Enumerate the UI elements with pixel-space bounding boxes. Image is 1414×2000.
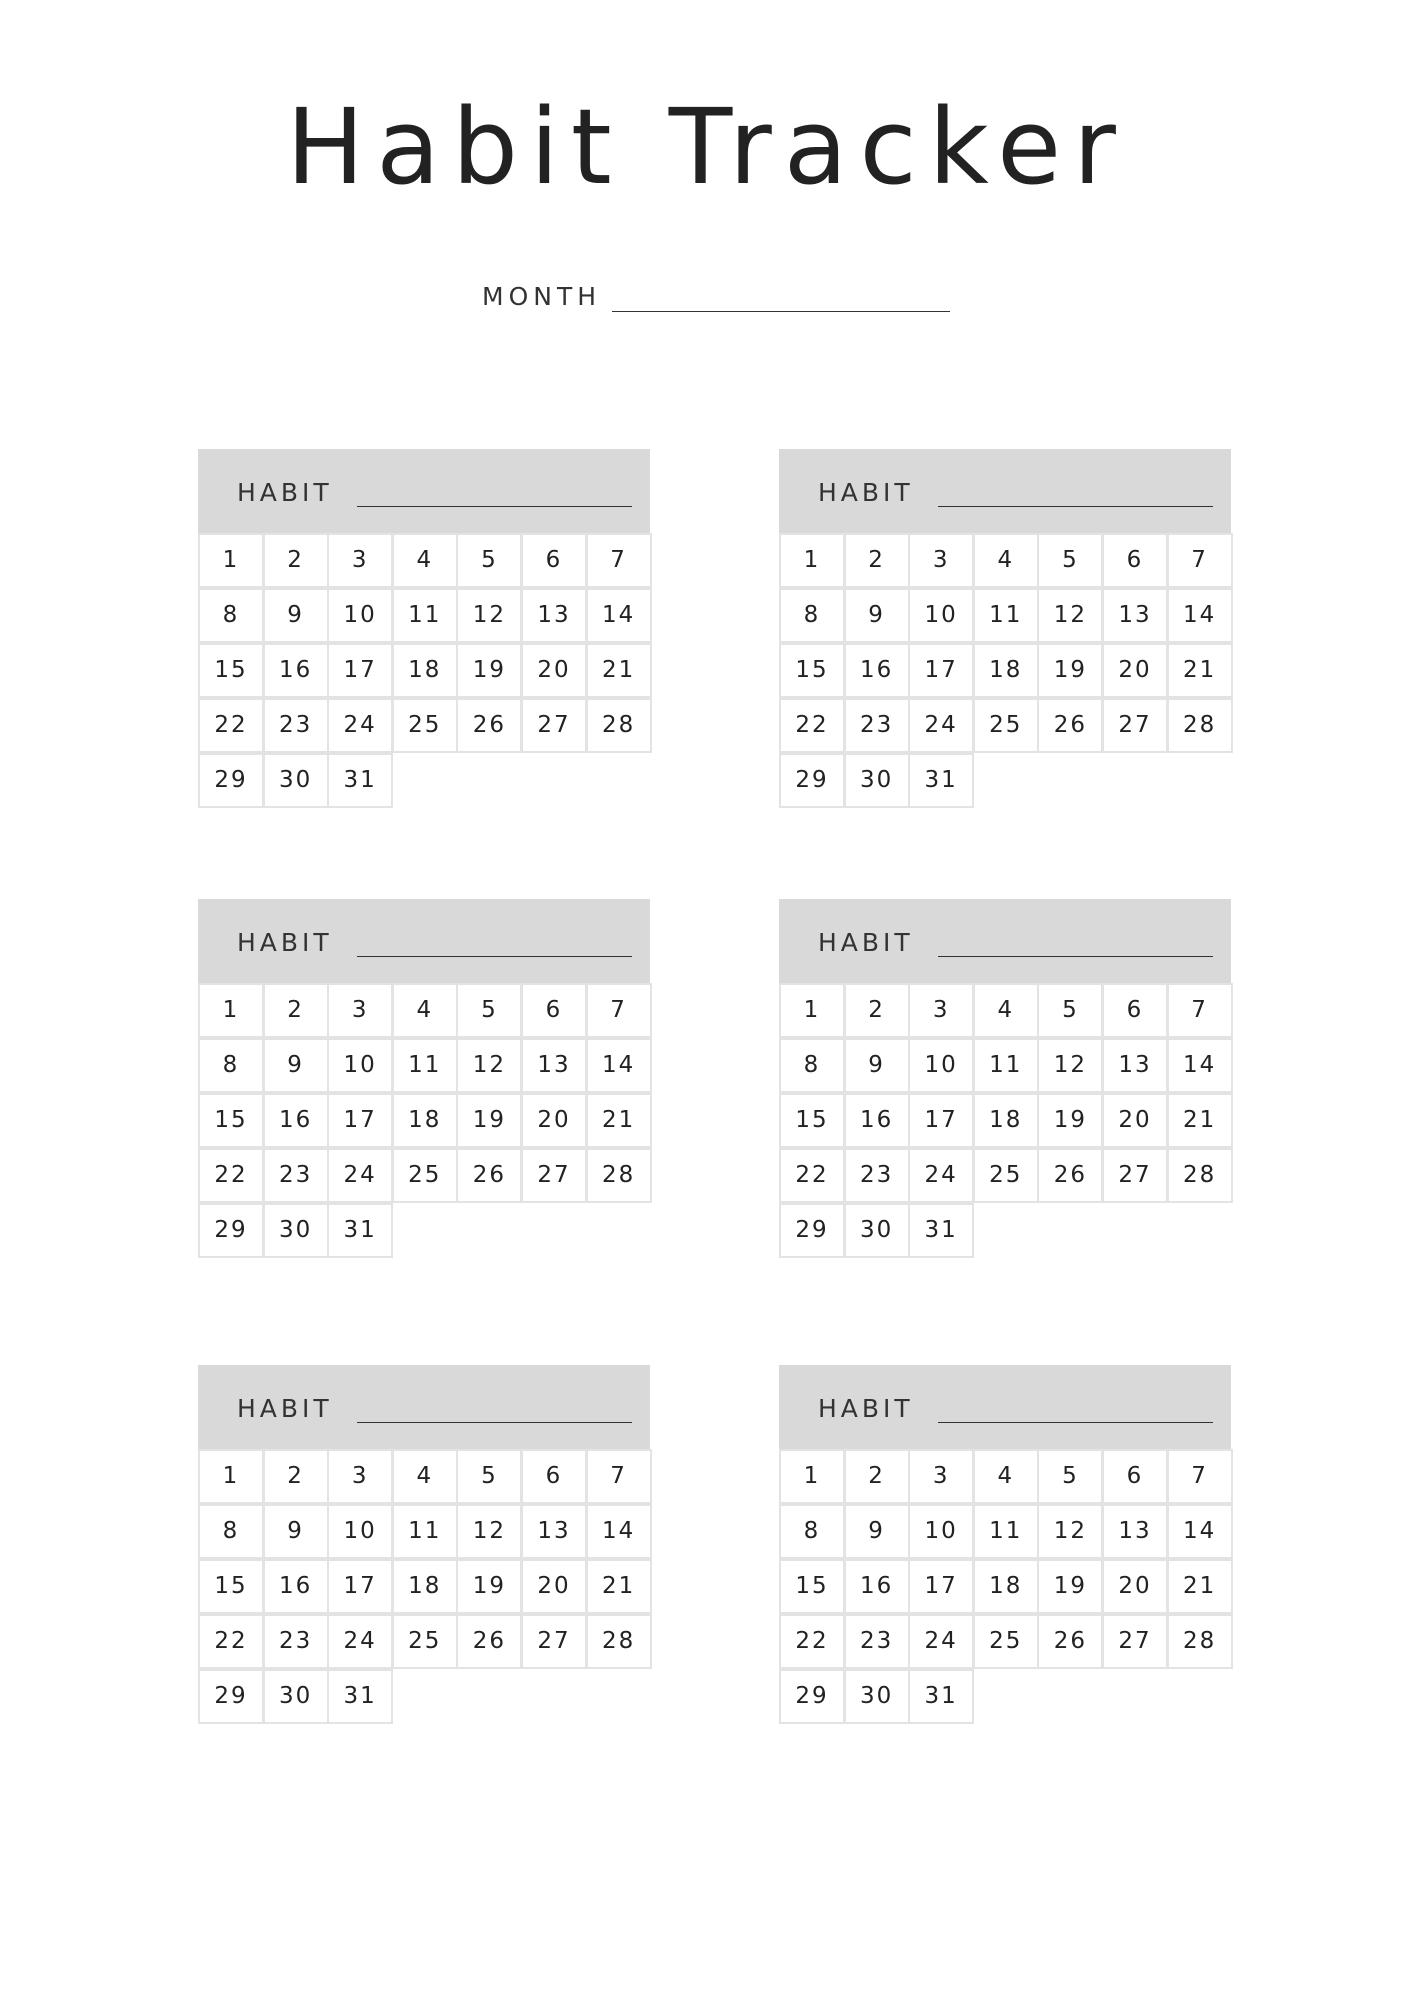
day-cell[interactable]: 1 (779, 1449, 845, 1504)
day-cell[interactable]: 8 (779, 1504, 845, 1559)
day-cell[interactable]: 11 (392, 588, 458, 643)
day-cell[interactable]: 18 (973, 643, 1039, 698)
day-cell[interactable]: 2 (844, 983, 910, 1038)
day-cell[interactable]: 14 (586, 1504, 652, 1559)
habit-name-line[interactable] (357, 1422, 632, 1423)
day-cell[interactable]: 5 (456, 533, 522, 588)
habit-header (198, 1365, 650, 1449)
day-cell[interactable]: 15 (198, 1559, 264, 1614)
day-cell[interactable]: 29 (779, 753, 845, 808)
habit-header (779, 1365, 1231, 1449)
day-cell[interactable]: 23 (844, 1614, 910, 1669)
habit-name-line[interactable] (357, 506, 632, 507)
day-cell[interactable]: 16 (263, 643, 329, 698)
day-cell[interactable]: 21 (586, 643, 652, 698)
day-cell[interactable]: 30 (263, 753, 329, 808)
day-cell[interactable]: 30 (844, 1669, 910, 1724)
day-cell[interactable]: 15 (198, 643, 264, 698)
month-write-line[interactable] (612, 311, 950, 312)
day-cell[interactable]: 1 (779, 983, 845, 1038)
day-cell[interactable]: 22 (198, 698, 264, 753)
day-cell[interactable]: 8 (198, 588, 264, 643)
day-cell[interactable]: 28 (586, 1614, 652, 1669)
day-cell[interactable]: 4 (392, 983, 458, 1038)
day-cell[interactable]: 6 (1102, 533, 1168, 588)
day-cell[interactable]: 19 (1037, 1559, 1103, 1614)
day-cell[interactable]: 11 (392, 1038, 458, 1093)
day-cell[interactable]: 22 (779, 698, 845, 753)
day-cell[interactable]: 19 (456, 643, 522, 698)
day-cell[interactable]: 24 (327, 698, 393, 753)
habit-label: HABIT (237, 928, 333, 957)
day-cell[interactable]: 9 (844, 588, 910, 643)
day-cell[interactable]: 20 (521, 643, 587, 698)
day-cell[interactable]: 21 (1167, 1093, 1233, 1148)
day-cell[interactable]: 10 (908, 588, 974, 643)
day-cell[interactable]: 27 (521, 698, 587, 753)
day-cell[interactable]: 16 (844, 1093, 910, 1148)
day-cell[interactable]: 3 (327, 1449, 393, 1504)
habit-label: HABIT (818, 478, 914, 507)
day-cell[interactable]: 7 (1167, 533, 1233, 588)
day-cell[interactable]: 28 (586, 698, 652, 753)
day-cell[interactable]: 3 (908, 1449, 974, 1504)
day-cell[interactable]: 24 (908, 1614, 974, 1669)
day-cell[interactable]: 26 (456, 1148, 522, 1203)
day-cell[interactable]: 31 (908, 1203, 974, 1258)
day-cell[interactable]: 17 (327, 1559, 393, 1614)
day-cell[interactable]: 18 (973, 1559, 1039, 1614)
day-cell[interactable]: 31 (908, 753, 974, 808)
day-cell[interactable]: 19 (456, 1093, 522, 1148)
day-cell[interactable]: 28 (1167, 1148, 1233, 1203)
day-cell[interactable]: 4 (392, 1449, 458, 1504)
day-cell[interactable]: 9 (844, 1038, 910, 1093)
day-cell[interactable]: 13 (1102, 1504, 1168, 1559)
day-cell[interactable]: 7 (1167, 1449, 1233, 1504)
day-cell[interactable]: 20 (521, 1559, 587, 1614)
day-cell[interactable]: 10 (908, 1504, 974, 1559)
habit-header (198, 449, 650, 533)
day-cell[interactable]: 22 (779, 1614, 845, 1669)
day-cell[interactable]: 4 (392, 533, 458, 588)
day-cell[interactable]: 6 (521, 533, 587, 588)
day-cell[interactable]: 7 (586, 533, 652, 588)
day-cell[interactable]: 17 (327, 643, 393, 698)
day-cell[interactable]: 18 (392, 643, 458, 698)
day-cell[interactable]: 31 (327, 1203, 393, 1258)
day-cell[interactable]: 20 (521, 1093, 587, 1148)
day-cell[interactable]: 12 (1037, 588, 1103, 643)
day-cell[interactable]: 21 (1167, 1559, 1233, 1614)
day-cell[interactable]: 16 (263, 1559, 329, 1614)
day-cell[interactable]: 25 (973, 698, 1039, 753)
day-cell[interactable]: 16 (263, 1093, 329, 1148)
day-cell[interactable]: 28 (1167, 698, 1233, 753)
day-cell[interactable]: 18 (973, 1093, 1039, 1148)
day-cell[interactable]: 29 (779, 1203, 845, 1258)
day-cell[interactable]: 2 (844, 533, 910, 588)
habit-label: HABIT (818, 1394, 914, 1423)
day-cell[interactable]: 30 (844, 1203, 910, 1258)
day-cell[interactable]: 13 (521, 1038, 587, 1093)
day-cell[interactable]: 7 (1167, 983, 1233, 1038)
day-cell[interactable]: 6 (1102, 983, 1168, 1038)
day-cell[interactable]: 14 (586, 1038, 652, 1093)
day-cell[interactable]: 5 (1037, 533, 1103, 588)
month-field (482, 280, 952, 320)
day-cell[interactable]: 23 (844, 1148, 910, 1203)
day-cell[interactable]: 13 (1102, 588, 1168, 643)
day-cell[interactable]: 20 (1102, 643, 1168, 698)
day-cell[interactable]: 1 (198, 533, 264, 588)
day-cell[interactable]: 23 (844, 698, 910, 753)
day-cell[interactable]: 8 (198, 1504, 264, 1559)
day-cell[interactable]: 14 (1167, 588, 1233, 643)
day-cell[interactable]: 19 (1037, 1093, 1103, 1148)
day-cell[interactable]: 5 (1037, 1449, 1103, 1504)
day-cell[interactable]: 18 (392, 1093, 458, 1148)
day-cell[interactable]: 24 (908, 1148, 974, 1203)
day-cell[interactable]: 21 (1167, 643, 1233, 698)
habit-label: HABIT (237, 478, 333, 507)
day-cell[interactable]: 27 (1102, 1148, 1168, 1203)
day-cell[interactable]: 26 (456, 1614, 522, 1669)
day-cell[interactable]: 25 (392, 1614, 458, 1669)
day-cell[interactable]: 11 (973, 588, 1039, 643)
day-cell[interactable]: 10 (327, 1504, 393, 1559)
day-cell[interactable]: 24 (327, 1614, 393, 1669)
day-cell[interactable]: 29 (198, 1669, 264, 1724)
day-cell[interactable]: 11 (973, 1504, 1039, 1559)
day-cell[interactable]: 7 (586, 983, 652, 1038)
day-cell[interactable]: 31 (327, 1669, 393, 1724)
day-cell[interactable]: 5 (456, 1449, 522, 1504)
day-cell[interactable]: 23 (263, 1614, 329, 1669)
day-cell[interactable]: 22 (779, 1148, 845, 1203)
day-cell[interactable]: 13 (1102, 1038, 1168, 1093)
day-cell[interactable]: 27 (521, 1148, 587, 1203)
day-cell[interactable]: 17 (908, 1093, 974, 1148)
day-cell[interactable]: 30 (263, 1669, 329, 1724)
day-cell[interactable]: 25 (973, 1148, 1039, 1203)
day-cell[interactable]: 21 (586, 1093, 652, 1148)
day-cell[interactable]: 6 (1102, 1449, 1168, 1504)
day-cell[interactable]: 13 (521, 1504, 587, 1559)
day-cell[interactable]: 10 (908, 1038, 974, 1093)
day-cell[interactable]: 25 (392, 1148, 458, 1203)
habit-label: HABIT (237, 1394, 333, 1423)
day-cell[interactable]: 6 (521, 983, 587, 1038)
day-cell[interactable]: 6 (521, 1449, 587, 1504)
day-cell[interactable]: 26 (1037, 698, 1103, 753)
day-cell[interactable]: 16 (844, 1559, 910, 1614)
day-cell[interactable]: 9 (263, 1504, 329, 1559)
day-cell[interactable]: 22 (198, 1614, 264, 1669)
day-cell[interactable]: 28 (1167, 1614, 1233, 1669)
day-cell[interactable]: 26 (1037, 1148, 1103, 1203)
day-cell[interactable]: 30 (844, 753, 910, 808)
day-cell[interactable]: 16 (844, 643, 910, 698)
day-cell[interactable]: 4 (973, 983, 1039, 1038)
day-cell[interactable]: 19 (1037, 643, 1103, 698)
day-cell[interactable]: 21 (586, 1559, 652, 1614)
day-cell[interactable]: 12 (456, 588, 522, 643)
day-cell[interactable]: 2 (844, 1449, 910, 1504)
day-cell[interactable]: 28 (586, 1148, 652, 1203)
day-cell[interactable]: 1 (198, 983, 264, 1038)
day-cell[interactable]: 10 (327, 1038, 393, 1093)
day-cell[interactable]: 18 (392, 1559, 458, 1614)
page-title: Habit Tracker (286, 86, 1128, 208)
habit-label: HABIT (818, 928, 914, 957)
day-cell[interactable]: 1 (198, 1449, 264, 1504)
day-cell[interactable]: 2 (263, 533, 329, 588)
day-cell[interactable]: 9 (844, 1504, 910, 1559)
day-cell[interactable]: 14 (586, 588, 652, 643)
day-cell[interactable]: 2 (263, 1449, 329, 1504)
day-cell[interactable]: 20 (1102, 1559, 1168, 1614)
day-cell[interactable]: 12 (1037, 1504, 1103, 1559)
day-cell[interactable]: 3 (327, 983, 393, 1038)
day-cell[interactable]: 25 (392, 698, 458, 753)
day-cell[interactable]: 23 (263, 1148, 329, 1203)
day-cell[interactable]: 20 (1102, 1093, 1168, 1148)
habit-header (198, 899, 650, 983)
day-cell[interactable]: 9 (263, 1038, 329, 1093)
day-cell[interactable]: 15 (779, 1559, 845, 1614)
habit-header (779, 449, 1231, 533)
day-cell[interactable]: 4 (973, 533, 1039, 588)
day-cell[interactable]: 31 (908, 1669, 974, 1724)
day-cell[interactable]: 29 (198, 1203, 264, 1258)
day-cell[interactable]: 11 (392, 1504, 458, 1559)
day-cell[interactable]: 25 (973, 1614, 1039, 1669)
day-cell[interactable]: 14 (1167, 1038, 1233, 1093)
day-cell[interactable]: 1 (779, 533, 845, 588)
day-cell[interactable]: 17 (908, 1559, 974, 1614)
day-cell[interactable]: 8 (198, 1038, 264, 1093)
day-cell[interactable]: 15 (779, 643, 845, 698)
day-cell[interactable]: 8 (779, 1038, 845, 1093)
day-cell[interactable]: 27 (1102, 698, 1168, 753)
day-cell[interactable]: 15 (779, 1093, 845, 1148)
day-cell[interactable]: 12 (456, 1038, 522, 1093)
day-cell[interactable]: 27 (1102, 1614, 1168, 1669)
day-cell[interactable]: 5 (456, 983, 522, 1038)
day-cell[interactable]: 19 (456, 1559, 522, 1614)
day-cell[interactable]: 15 (198, 1093, 264, 1148)
day-cell[interactable]: 11 (973, 1038, 1039, 1093)
day-cell[interactable]: 7 (586, 1449, 652, 1504)
day-cell[interactable]: 17 (327, 1093, 393, 1148)
day-cell[interactable]: 17 (908, 643, 974, 698)
day-cell[interactable]: 3 (908, 983, 974, 1038)
habit-name-line[interactable] (357, 956, 632, 957)
day-cell[interactable]: 29 (198, 753, 264, 808)
day-cell[interactable]: 4 (973, 1449, 1039, 1504)
day-cell[interactable]: 3 (327, 533, 393, 588)
day-cell[interactable]: 27 (521, 1614, 587, 1669)
day-cell[interactable]: 2 (263, 983, 329, 1038)
day-cell[interactable]: 22 (198, 1148, 264, 1203)
habit-name-line[interactable] (938, 1422, 1213, 1423)
habit-header (779, 899, 1231, 983)
habit-name-line[interactable] (938, 506, 1213, 507)
day-cell[interactable]: 13 (521, 588, 587, 643)
day-cell[interactable]: 26 (456, 698, 522, 753)
day-cell[interactable]: 29 (779, 1669, 845, 1724)
day-cell[interactable]: 12 (456, 1504, 522, 1559)
day-cell[interactable]: 12 (1037, 1038, 1103, 1093)
day-cell[interactable]: 30 (263, 1203, 329, 1258)
habit-name-line[interactable] (938, 956, 1213, 957)
day-cell[interactable]: 23 (263, 698, 329, 753)
day-cell[interactable]: 31 (327, 753, 393, 808)
month-label: MONTH (482, 282, 602, 311)
day-cell[interactable]: 14 (1167, 1504, 1233, 1559)
day-cell[interactable]: 24 (908, 698, 974, 753)
day-cell[interactable]: 26 (1037, 1614, 1103, 1669)
day-cell[interactable]: 5 (1037, 983, 1103, 1038)
day-cell[interactable]: 24 (327, 1148, 393, 1203)
day-cell[interactable]: 10 (327, 588, 393, 643)
day-cell[interactable]: 8 (779, 588, 845, 643)
day-cell[interactable]: 3 (908, 533, 974, 588)
day-cell[interactable]: 9 (263, 588, 329, 643)
